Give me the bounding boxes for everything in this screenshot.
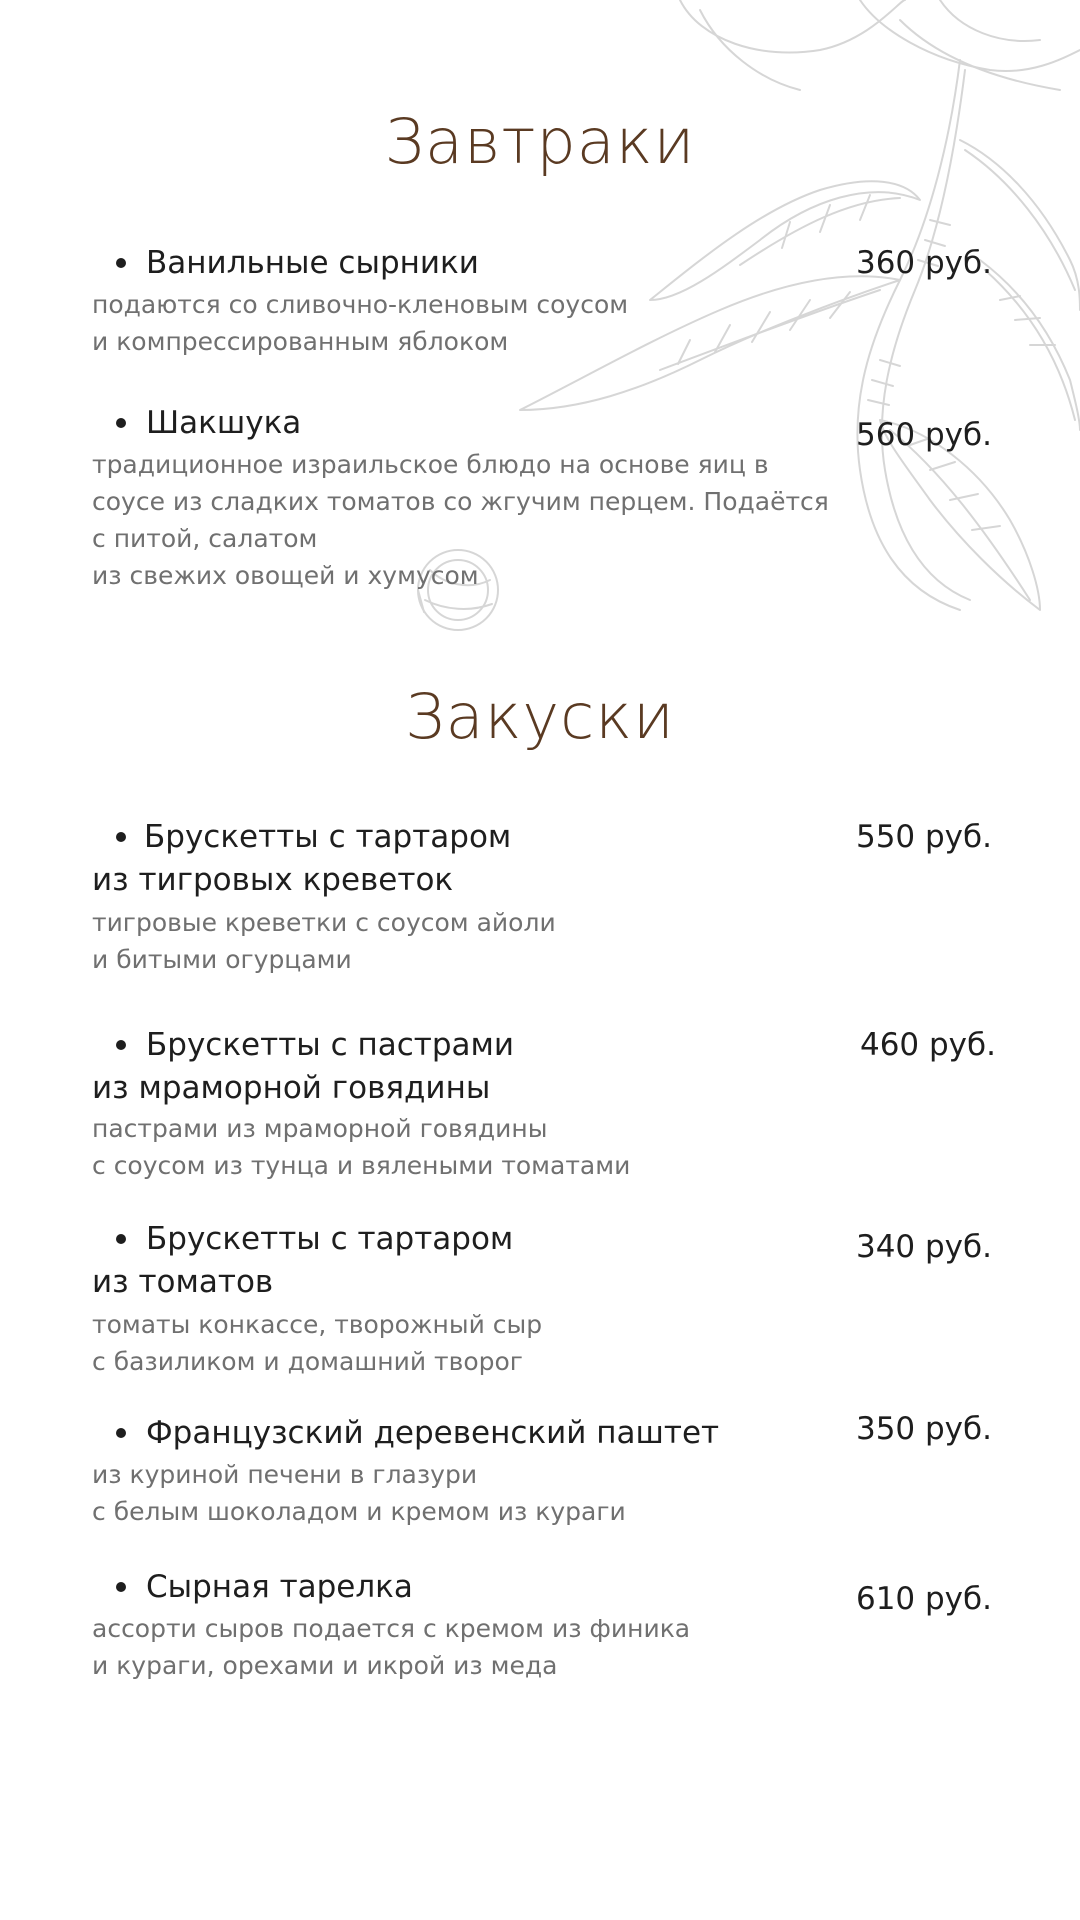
item-name: Брускетты с пастрами из мраморной говядины (92, 1027, 515, 1106)
item-name: Сырная тарелка (146, 1569, 413, 1605)
item-name: Ванильные сырники (146, 245, 479, 281)
item-description: тигровые креветки с соусом айоли и битыми огурцами (92, 908, 556, 974)
item-description: традиционное израильское блюдо на основе яиц в соусе из сладких томатов со жгучим перцем. Подаётся с питой, салатом из свежих овощей и хумусом (92, 450, 829, 590)
item-price: 340 руб. (855, 1229, 992, 1265)
item-price: 560 руб. (855, 417, 992, 453)
section-title-appetizers: Закуски (405, 680, 675, 753)
item-price: 550 руб. (855, 819, 992, 855)
item-name: Брускетты с тартаром из тигровых креветок (92, 819, 512, 898)
item-description: из куриной печени в глазури с белым шоколадом и кремом из кураги (92, 1460, 626, 1526)
item-price: 360 руб. (855, 245, 992, 281)
item-price: 350 руб. (855, 1411, 992, 1447)
item-description: ассорти сыров подается с кремом из финика и кураги, орехами и икрой из меда (92, 1614, 691, 1680)
item-description: подаются со сливочно-кленовым соусом и компрессированным яблоком (92, 290, 629, 356)
item-description: пастрами из мраморной говядины с соусом из тунца и вялеными томатами (92, 1114, 631, 1180)
item-name: Французский деревенский паштет (146, 1415, 720, 1451)
item-name: Брускетты с тартаром из томатов (92, 1221, 514, 1300)
item-description: томаты конкассе, творожный сыр с базиликом и домашний творог (92, 1310, 543, 1376)
item-name: Шакшука (146, 405, 302, 441)
section-title-breakfast: Завтраки (384, 105, 696, 178)
item-price: 610 руб. (855, 1581, 992, 1617)
item-price: 460 руб. (859, 1027, 996, 1063)
